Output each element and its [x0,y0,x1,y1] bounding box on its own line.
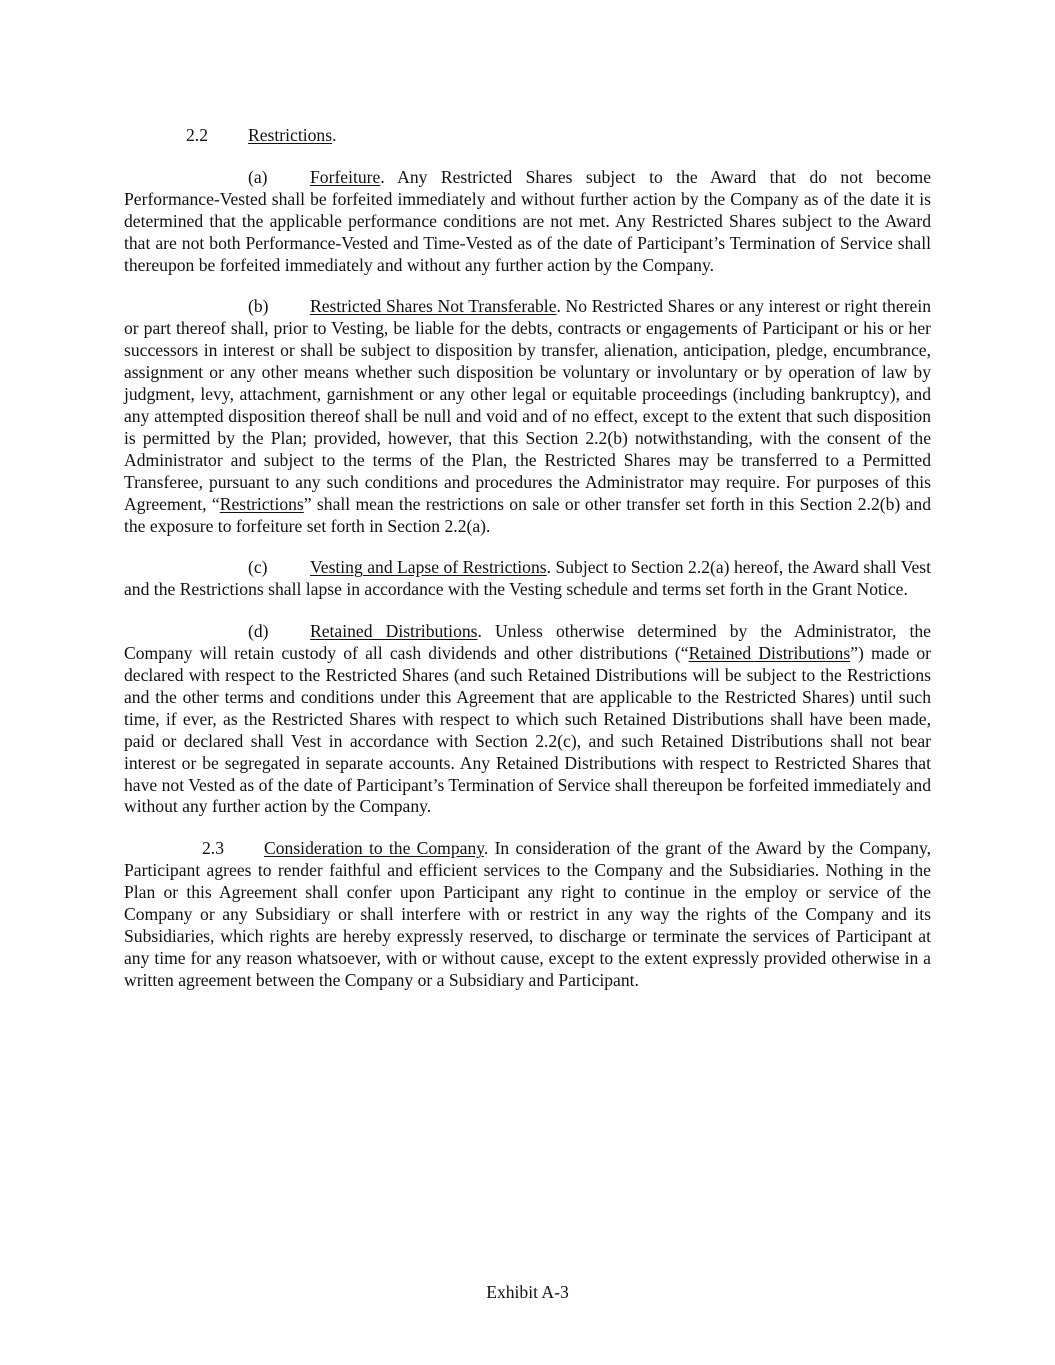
paragraph-retained-distributions [124,621,931,818]
paragraph-label: (c) [248,557,268,578]
section-2-3-consideration [124,838,931,991]
section-text: . In consideration of the grant of the Award by the Company, Participant agrees to render faithful and efficient services to the Company and the Subsidiaries. Nothing in the Plan or this Agreement shall confer upon Participant any right to continue in the employ or service of the Company or any Subsidiary or shall interfere with or restrict in any way the rights of the Company and its Subsidiaries, which rights are hereby expressly reserved, to discharge or terminate the services of Participant at any time for any reason whatsoever, with or without cause, except to the extent expressly provided otherwise in a written agreement between the Company or a Subsidiary and Participant. [124,838,932,990]
paragraph-text: . Any Restricted Shares subject to the Award that do not become Performance-Vested shall be forfeited immediately and without further action by the Company as of the date it is determined that the applicable performance conditions are not met. Any Restricted Shares subject to the Award that are not both Performance-Vested and Time-Vested as of the date of Participant’s Termination of Service shall thereupon be forfeited immediately and without any further action by the Company. [124,166,931,275]
paragraph-heading: Forfeiture [310,166,381,187]
paragraph-text-continued: ”) made or declared with respect to the Restricted Shares (and such Retained Distributions will be subject to the Restrictions and the other terms and conditions under this Agreement that are applicable to the Restricted Shares) until such time, if ever, as the Restricted Shares with respect to which such Retained Distributions shall have been made, paid or declared shall Vest in accordance with Section 2.2(c), and such Retained Distributions shall not bear interest or be segregated in separate accounts. Any Retained Distributions with respect to Restricted Shares that have not Vested as of the date of Participant’s Termination of Service shall thereupon be forfeited immediately and without any further action by the Company. [124,643,931,817]
paragraph-text: . Unless otherwise determined by the Administrator, the Company will retain custody of all cash dividends and other distributions (“ [124,621,931,664]
paragraph-heading: Restricted Shares Not Transferable [310,296,557,317]
page-label: Exhibit A-3 [486,1282,569,1302]
paragraph-vesting-and-lapse [124,557,931,601]
section-title: Restrictions [248,125,333,145]
section-heading: Consideration to the Company [264,838,484,859]
paragraph-heading: Vesting and Lapse of Restrictions [310,557,547,578]
defined-term: Retained Distributions [688,643,851,664]
paragraph-restricted-shares-not-transferable [124,296,931,537]
section-title-suffix: . [332,125,337,145]
section-number: 2.2 [186,125,208,145]
paragraph-label: (a) [248,166,268,187]
page-footer [0,1282,1055,1304]
paragraph-text-continued: ” shall mean the restrictions on sale or other transfer set forth in this Section 2.2(b) and the exposure to forfeiture set forth in Section 2.2(a). [124,493,932,536]
section-number: 2.3 [202,838,224,859]
paragraph-heading: Retained Distributions [310,621,478,642]
paragraph-text: . No Restricted Shares or any interest or right therein or part thereof shall, prior to Vesting, be liable for the debts, contracts or engagements of Participant or his or her successors in interest or shall be subject to disposition by transfer, alienation, anticipation, pledge, encumbrance, assignment or any other means whether such disposition be voluntary or involuntary or by operation of law by judgment, levy, attachment, garnishment or any other legal or equitable proceedings (including bankruptcy), and any attempted disposition thereof shall be null and void and of no effect, except to the extent that such disposition is permitted by the Plan; provided, however, that this Section 2.2(b) notwithstanding, with the consent of the Administrator and subject to the terms of the Plan, the Restricted Shares may be transferred to a Permitted Transferee, pursuant to any such conditions and procedures the Administrator may require. For purposes of this Agreement, “ [124,296,932,514]
document-body [124,125,931,1012]
defined-term: Restrictions [219,493,304,514]
paragraph-label: (b) [248,296,269,317]
paragraph-text: . Subject to Section 2.2(a) hereof, the Award shall Vest and the Restrictions shall lapse in accordance with the Vesting schedule and terms set forth in the Grant Notice. [124,557,931,600]
paragraph-label: (d) [248,621,269,642]
section-2-2-heading [124,125,931,147]
paragraph-forfeiture [124,167,931,277]
